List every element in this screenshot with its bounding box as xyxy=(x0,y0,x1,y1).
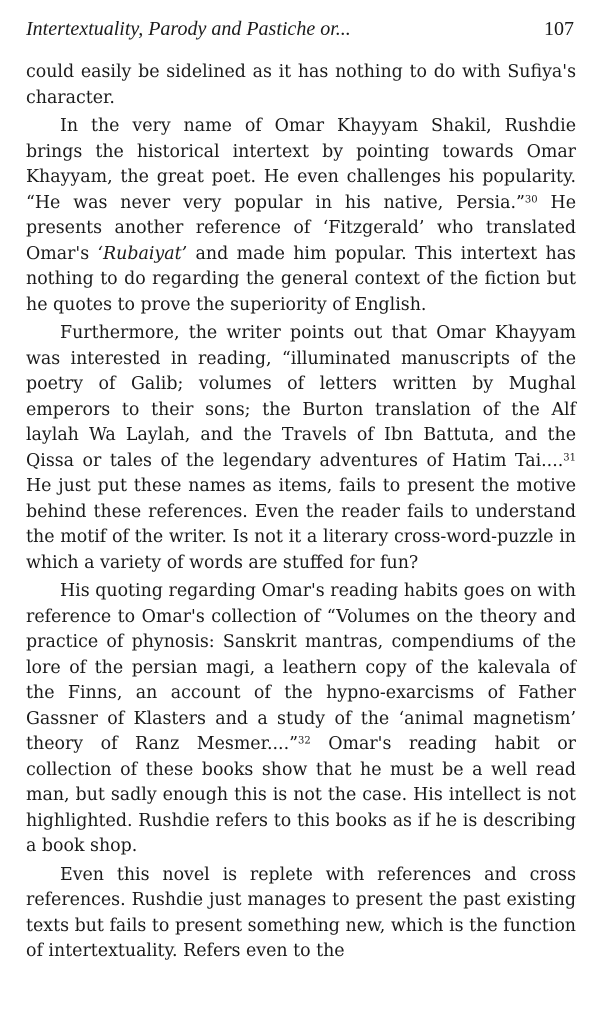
paragraph-4 xyxy=(26,579,576,860)
paragraph-1 xyxy=(26,60,576,111)
paragraph-5 xyxy=(26,863,576,965)
page-number: 107 xyxy=(544,18,574,40)
paragraph-2-text-a: In the very name of Omar Khayyam Shakil, Rushdie brings the historical intertext by pointing towards Omar Khayyam, the great poet. He even challenges his popularity. “He was never very popular in his native, Persia.” xyxy=(26,116,576,213)
paragraph-5-text: Even this novel is replete with references and cross references. Rushdie just manages to present the past existing texts but fails to present something new, which is the function of intertextuality. Refers even to the xyxy=(26,864,576,961)
paragraph-2-text-b: He presents another reference of ‘Fitzgerald’ who translated Omar's xyxy=(26,192,576,264)
paragraph-3-text-a: Furthermore, the writer points out that Omar Khayyam was interested in reading, “illuminated manuscripts of the poetry of Galib; volumes of letters written by Mughal emperors to their sons; the Burton translation of the Alf laylah Wa Laylah, and the Travels of Ibn Battuta, and the Qissa or tales of the legendary adventures of Hatim Tai.... xyxy=(26,323,576,471)
paragraph-2-text-c: and made him popular. This intertext has nothing to do regarding the general context of the fiction but he quotes to prove the superiority of English. xyxy=(26,243,576,315)
paragraph-2 xyxy=(26,114,576,318)
footnote-ref-32: 32 xyxy=(298,735,311,747)
paragraph-4-text-b: Omar's reading habit or collection of these books show that he must be a well read man, but sadly enough this is not the case. His intellect is not highlighted. Rushdie refers to this books as if he is describing a book shop. xyxy=(26,734,576,856)
running-title: Intertextuality, Parody and Pastiche or... xyxy=(26,18,351,40)
paragraph-3 xyxy=(26,321,576,576)
rubaiyat-title: ‘Rubaiyat’ xyxy=(97,243,188,264)
paragraph-4-text-a: His quoting regarding Omar's reading habits goes on with reference to Omar's collection of “Volumes on the theory and practice of phynosis: Sanskrit mantras, compendiums of the lore of the persian magi, a leathern copy of the kalevala of the Finns, an account of the hypno-exarcisms of Father Gassner of Klasters and a study of the ‘animal magnetism’ theory of Ranz Mesmer....” xyxy=(26,581,576,754)
footnote-ref-30: 30 xyxy=(524,194,538,205)
footnote-ref-31: 31 xyxy=(563,452,576,463)
paragraph-3-text-b: He just put these names as items, fails to present the motive behind these references. Even the reader fails to understand the motif of the writer. Is not it a literary cross-word-puzzle in which a variety of words are stuffed for fun? xyxy=(26,476,576,573)
body-text xyxy=(26,60,576,968)
running-head xyxy=(26,14,574,44)
paragraph-1-text: could easily be sidelined as it has nothing to do with Sufiya's character. xyxy=(26,62,576,108)
